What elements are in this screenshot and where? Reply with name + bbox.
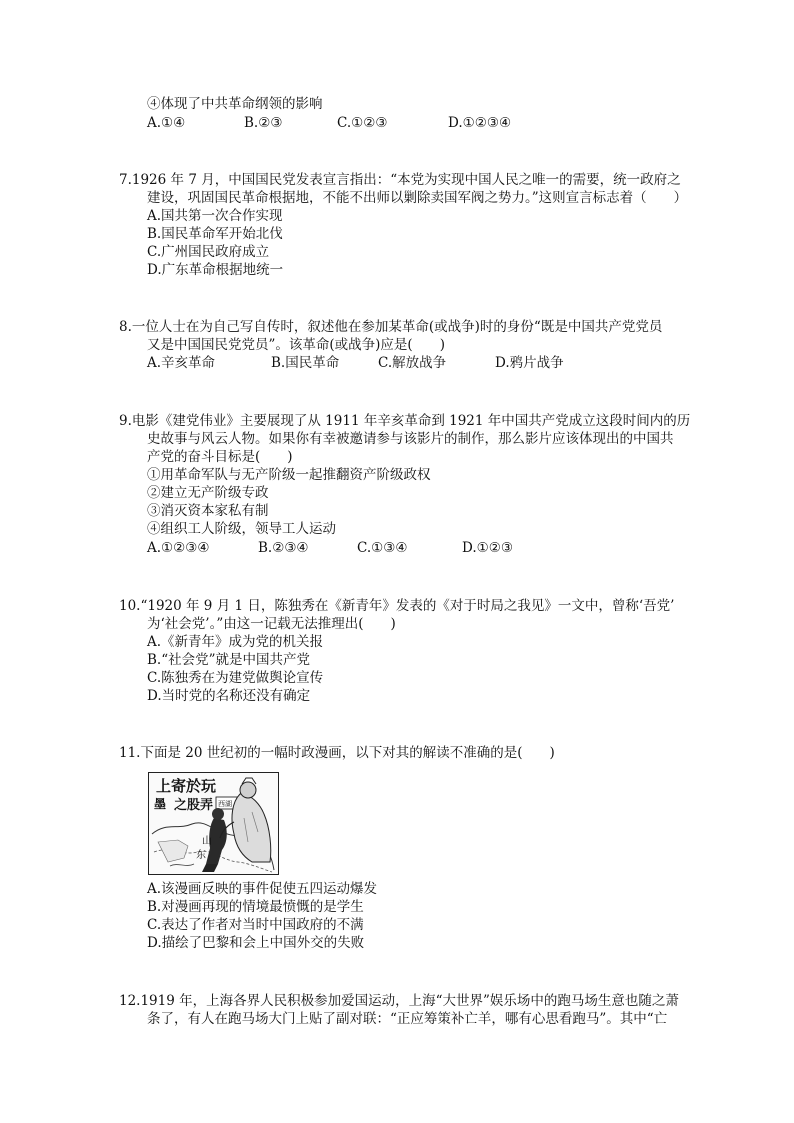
q6-item-4: ④体现了中共革命纲领的影响 <box>147 96 323 112</box>
cartoon-stamp-text: 西湖 <box>218 800 232 808</box>
q9-stem-line-1: 9.电影《建党伟业》主要展现了从 1911 年辛亥革命到 1921 年中国共产党成立这段时间内的历 <box>119 413 691 429</box>
q9-option-a[interactable]: A.①②③④ <box>147 540 210 556</box>
q7-stem-line-1: 7.1926 年 7 月，中国国民党发表宣言指出：“本党为实现中国人民之唯一的需要，统一政府之 <box>119 172 681 188</box>
q9-item-4: ④组织工人阶级，领导工人运动 <box>147 521 336 537</box>
q10-stem-line-1: 10.“1920 年 9 月 1 日，陈独秀在《新青年》发表的《对于时局之我见》一文中，曾称‘吾党’ <box>119 598 675 614</box>
cartoon-map-char-1: 山 <box>202 836 212 847</box>
q9-option-b[interactable]: B.②③④ <box>258 540 309 556</box>
q9-option-d[interactable]: D.①②③ <box>462 540 513 556</box>
cartoon-left-char: 墨 <box>154 797 167 811</box>
q8-stem-line-1: 8.一位人士在为自己写自传时，叙述他在参加某革命(或战争)时的身份“既是中国共产党党员 <box>119 319 663 335</box>
q6-option-a[interactable]: A.①④ <box>147 115 186 131</box>
q8-option-d[interactable]: D.鸦片战争 <box>495 355 564 371</box>
q6-option-b[interactable]: B.②③ <box>244 115 283 131</box>
q10-option-b[interactable]: B.“社会党”就是中国共产党 <box>147 652 311 668</box>
q8-option-c[interactable]: C.解放战争 <box>378 355 447 371</box>
q9-option-c[interactable]: C.①③④ <box>357 540 408 556</box>
q7-stem-line-2: 建设，巩固国民革命根据地，不能不出师以剿除卖国军阀之势力。”这则宣言标志着（ ） <box>147 190 688 206</box>
political-cartoon-image <box>148 772 279 875</box>
q7-option-a[interactable]: A.国共第一次合作实现 <box>147 208 283 224</box>
q9-stem-line-3: 产党的奋斗目标是( ) <box>147 449 293 465</box>
q10-stem-line-2: 为‘社会党’。”由这一记载无法推理出( ) <box>147 616 396 632</box>
q9-stem-line-2: 史故事与风云人物。如果你有幸被邀请参与该影片的制作，那么影片应该体现出的中国共 <box>147 431 674 447</box>
q10-option-c[interactable]: C.陈独秀在为建党做舆论宣传 <box>147 670 324 686</box>
q11-stem-line-1: 11.下面是 20 世纪初的一幅时政漫画，以下对其的解读不准确的是( ) <box>119 745 555 761</box>
q11-option-a[interactable]: A.该漫画反映的事件促使五四运动爆发 <box>147 881 378 897</box>
q8-stem-line-2: 又是中国国民党党员”。该革命(或战争)应是( ) <box>147 337 445 353</box>
q9-item-1: ①用革命军队与无产阶级一起推翻资产阶级政权 <box>147 467 431 483</box>
q11-option-d[interactable]: D.描绘了巴黎和会上中国外交的失败 <box>147 935 365 951</box>
q10-option-d[interactable]: D.当时党的名称还没有确定 <box>147 688 311 704</box>
q6-option-c[interactable]: C.①②③ <box>337 115 388 131</box>
q12-stem-line-2: 条了，有人在跑马场大门上贴了副对联：“正应筹策补亡羊，哪有心思看跑马”。其中“亡 <box>147 1011 668 1027</box>
q11-option-c[interactable]: C.表达了作者对当时中国政府的不满 <box>147 917 364 933</box>
q12-stem-line-1: 12.1919 年，上海各界人民积极参加爱国运动，上海“大世界”娱乐场中的跑马场生意也随之萧 <box>119 993 679 1009</box>
q7-option-c[interactable]: C.广州国民政府成立 <box>147 244 270 260</box>
q10-option-a[interactable]: A.《新青年》成为党的机关报 <box>147 634 324 650</box>
q6-option-d[interactable]: D.①②③④ <box>448 115 512 131</box>
q8-option-b[interactable]: B.国民革命 <box>271 355 340 371</box>
q9-item-3: ③消灭资本家私有制 <box>147 503 269 519</box>
q11-option-b[interactable]: B.对漫画再现的情境最愤慨的是学生 <box>147 899 364 915</box>
cartoon-title-line-1: 上寄於玩 <box>156 777 217 795</box>
q7-option-b[interactable]: B.国民革命军开始北伐 <box>147 226 283 242</box>
q7-option-d[interactable]: D.广东革命根据地统一 <box>147 262 284 278</box>
cartoon-title-line-2: 之股弄 <box>174 798 214 813</box>
q9-item-2: ②建立无产阶级专政 <box>147 485 269 501</box>
q8-option-a[interactable]: A.辛亥革命 <box>147 355 216 371</box>
cartoon-map-char-2: 东 <box>196 850 206 861</box>
